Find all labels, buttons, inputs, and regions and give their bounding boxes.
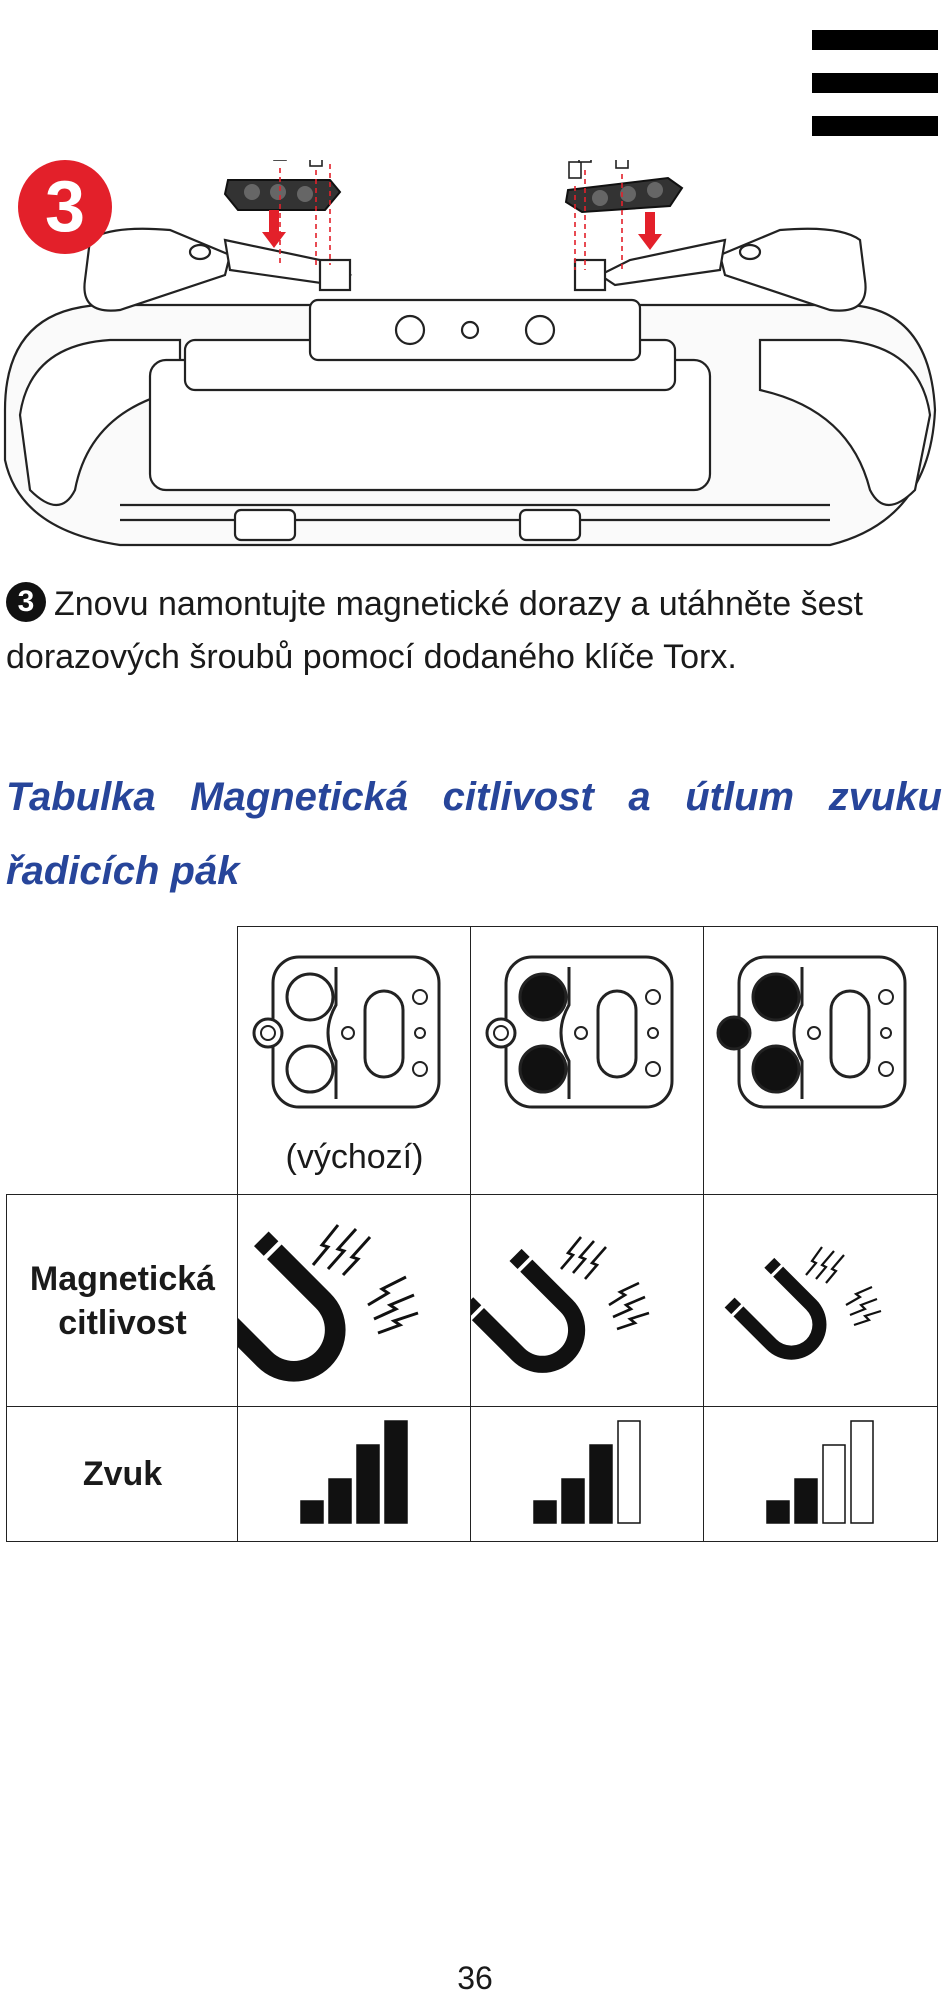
sound-bar-filled [329, 1479, 351, 1523]
magnet-medium-icon [471, 1195, 704, 1407]
row-label-line: citlivost [58, 1304, 187, 1342]
sound-cell-medium [470, 1406, 705, 1542]
row-label-text: Zvuk [82, 1455, 163, 1493]
menu-bar [812, 73, 938, 93]
table-header-config-1 [237, 926, 472, 1196]
sound-bar-filled [357, 1445, 379, 1523]
instruction-body: Znovu namontujte magnetické dorazy a utáhněte šest dorazových šroubů pomocí dodaného klíče Torx. [6, 585, 863, 676]
magnet-cell-strong [237, 1194, 472, 1408]
sound-bar-filled [795, 1479, 817, 1523]
stop-plate-three-magnets-icon [706, 941, 936, 1131]
sound-bar-filled [590, 1445, 612, 1523]
section-heading: Tabulka Magnetická citlivost a útlum zvuku řadicích pák [6, 775, 942, 893]
row-label-sound [6, 1406, 239, 1542]
sound-cell-loud [237, 1406, 472, 1542]
row-label-line: Magnetická [29, 1260, 216, 1298]
sound-bar-empty [618, 1421, 640, 1523]
menu-icon[interactable] [812, 30, 938, 136]
table-header-config-2 [470, 926, 705, 1196]
sound-bar-filled [385, 1421, 407, 1523]
stop-plate-default-icon [240, 941, 470, 1131]
magnet-cell-weak [703, 1194, 938, 1408]
menu-bar [812, 116, 938, 136]
sound-bar-filled [767, 1501, 789, 1523]
sound-level-bars [471, 1407, 704, 1541]
step-number-badge: 3 [18, 160, 112, 254]
sound-bar-empty [851, 1421, 873, 1523]
sound-level-bars [704, 1407, 937, 1541]
menu-bar [812, 30, 938, 50]
sound-level-bars [238, 1407, 471, 1541]
table-header-config-3 [703, 926, 938, 1196]
sound-cell-quiet [703, 1406, 938, 1542]
step-marker: 3 [6, 582, 46, 622]
sound-bar-filled [534, 1501, 556, 1523]
instruction-text [6, 578, 942, 684]
row-label-magnetic-sensitivity [6, 1194, 239, 1408]
sound-bar-empty [823, 1445, 845, 1523]
sound-bar-filled [301, 1501, 323, 1523]
magnet-strong-icon [238, 1195, 471, 1407]
magnet-cell-medium [470, 1194, 705, 1408]
wheel-assembly-illustration [0, 160, 950, 560]
page-number: 36 [457, 1960, 493, 1996]
stop-plate-two-magnets-icon [473, 941, 703, 1131]
default-caption: (výchozí) [285, 1138, 424, 1176]
sound-bar-filled [562, 1479, 584, 1523]
magnet-weak-icon [704, 1195, 937, 1407]
